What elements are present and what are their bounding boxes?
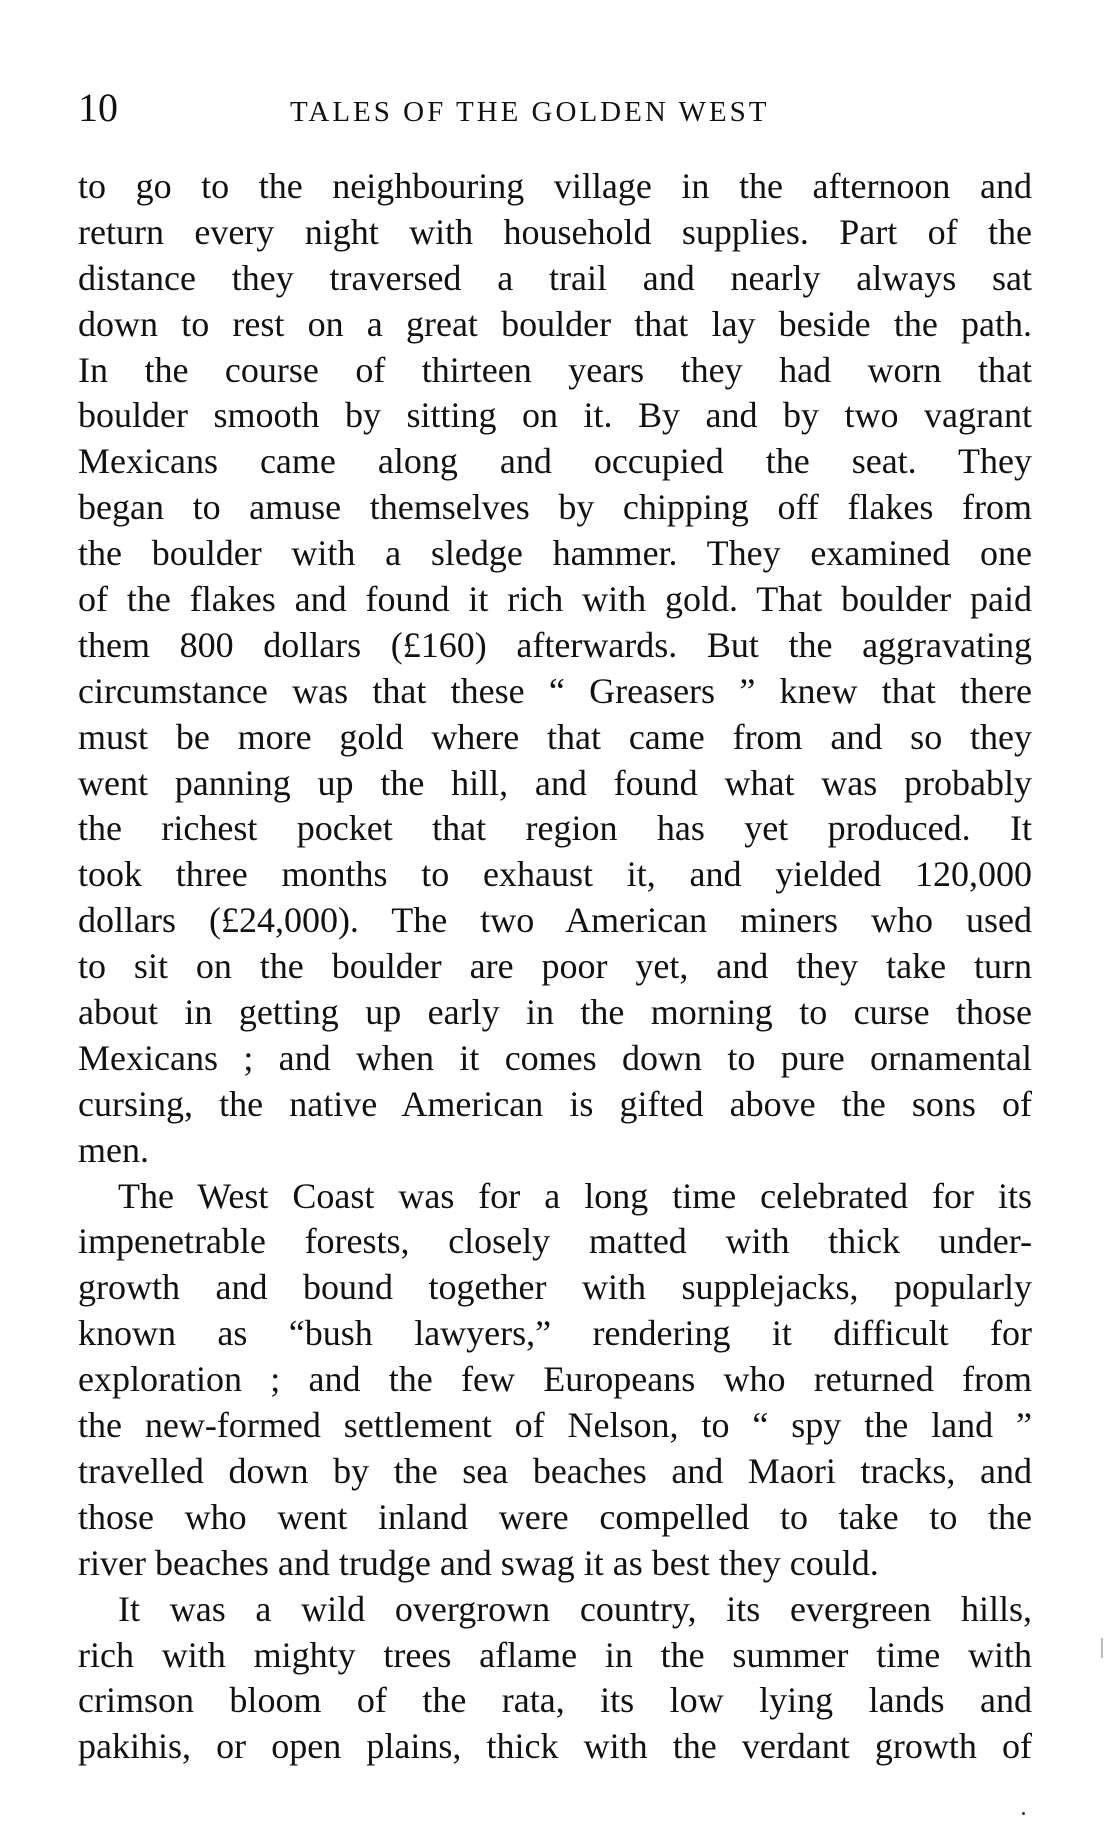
text-line: men.	[78, 1129, 149, 1170]
text-line: took three months to exhaust it, and yielded 120,000	[78, 854, 1032, 895]
page-header	[78, 80, 1038, 140]
paragraph	[78, 1174, 1032, 1587]
text-line: pakihis, or open plains, thick with the verdant growth of	[78, 1726, 1032, 1767]
text-line: known as “bush lawyers,” rendering it difficult for	[78, 1313, 1032, 1354]
text-line: down to rest on a great boulder that lay beside the path.	[78, 303, 1032, 344]
paragraph	[78, 164, 1032, 1174]
text-line: them 800 dollars (£160) afterwards. But the aggravating	[78, 624, 1032, 665]
text-line: of the flakes and found it rich with gold. That boulder paid	[78, 579, 1032, 620]
paragraph	[78, 1587, 1032, 1771]
text-line: Mexicans ; and when it comes down to pure ornamental	[78, 1037, 1032, 1078]
text-line: those who went inland were compelled to take to the	[78, 1496, 1032, 1537]
text-line: the new-formed settlement of Nelson, to “ spy the land ”	[78, 1405, 1032, 1446]
text-line: river beaches and trudge and swag it as best they could.	[78, 1542, 879, 1583]
text-line: went panning up the hill, and found what was probably	[78, 762, 1032, 803]
text-line: travelled down by the sea beaches and Maori tracks, and	[78, 1450, 1032, 1491]
text-line: the richest pocket that region has yet produced. It	[78, 808, 1032, 849]
text-line: rich with mighty trees aflame in the summer time with	[78, 1634, 1032, 1675]
page-edge-mark	[1101, 1638, 1103, 1658]
text-line: In the course of thirteen years they had worn that	[78, 349, 1032, 390]
text-line: boulder smooth by sitting on it. By and by two vagrant	[78, 395, 1032, 436]
text-line: impenetrable forests, closely matted with thick under-	[78, 1221, 1032, 1262]
text-line: growth and bound together with supplejacks, popularly	[78, 1267, 1032, 1308]
print-speck	[1022, 1812, 1025, 1815]
text-line: must be more gold where that came from and so they	[78, 716, 1032, 757]
text-line: It was a wild overgrown country, its evergreen hills,	[118, 1588, 1032, 1629]
text-line: return every night with household supplies. Part of the	[78, 211, 1032, 252]
page-number: 10	[78, 85, 118, 130]
text-line: cursing, the native American is gifted above the sons of	[78, 1083, 1032, 1124]
text-line: exploration ; and the few Europeans who returned from	[78, 1359, 1032, 1400]
text-line: began to amuse themselves by chipping off flakes from	[78, 487, 1032, 528]
text-line: distance they traversed a trail and nearly always sat	[78, 257, 1032, 298]
text-line: to sit on the boulder are poor yet, and they take turn	[78, 946, 1032, 987]
text-line: The West Coast was for a long time celebrated for its	[118, 1175, 1032, 1216]
text-line: Mexicans came along and occupied the seat. They	[78, 441, 1032, 482]
body-text	[78, 164, 1032, 1770]
text-line: to go to the neighbouring village in the afternoon and	[78, 166, 1032, 206]
text-line: the boulder with a sledge hammer. They examined one	[78, 533, 1032, 574]
running-title: TALES OF THE GOLDEN WEST	[290, 96, 770, 128]
text-line: dollars (£24,000). The two American miners who used	[78, 900, 1032, 941]
text-line: crimson bloom of the rata, its low lying lands and	[78, 1680, 1032, 1721]
text-line: circumstance was that these “ Greasers ” knew that there	[78, 670, 1032, 711]
text-line: about in getting up early in the morning to curse those	[78, 992, 1032, 1033]
